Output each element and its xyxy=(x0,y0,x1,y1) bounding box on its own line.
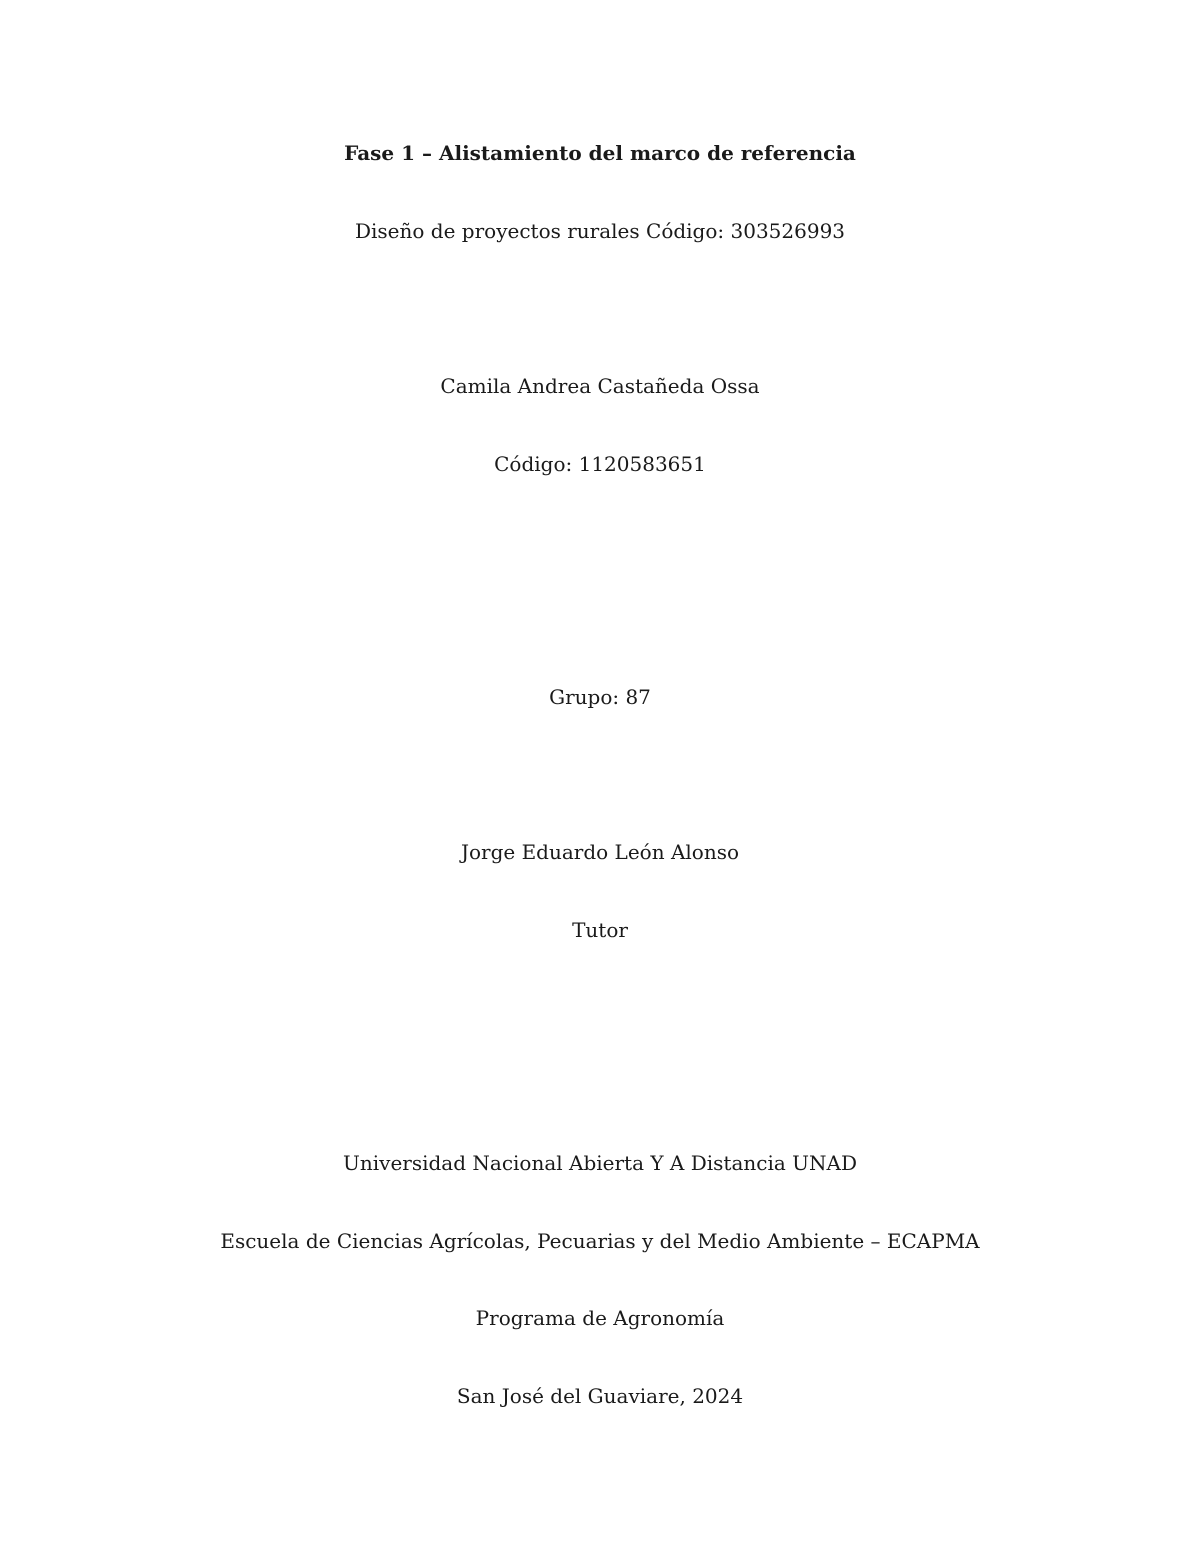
program-line: Programa de Agronomía xyxy=(475,1306,725,1330)
school-line: Escuela de Ciencias Agrícolas, Pecuarias y del Medio Ambiente – ECAPMA xyxy=(220,1229,980,1253)
student-name: Camila Andrea Castañeda Ossa xyxy=(440,374,760,398)
tutor-name: Jorge Eduardo León Alonso xyxy=(460,840,740,864)
student-code: Código: 1120583651 xyxy=(494,452,706,476)
course-line: Diseño de proyectos rurales Código: 303526993 xyxy=(354,219,846,243)
tutor-role: Tutor xyxy=(572,918,628,942)
document-title: Fase 1 – Alistamiento del marco de referencia xyxy=(344,141,856,165)
university-line: Universidad Nacional Abierta Y A Distancia UNAD xyxy=(343,1151,857,1175)
group-line: Grupo: 87 xyxy=(549,685,651,709)
place-year-line: San José del Guaviare, 2024 xyxy=(456,1384,744,1408)
